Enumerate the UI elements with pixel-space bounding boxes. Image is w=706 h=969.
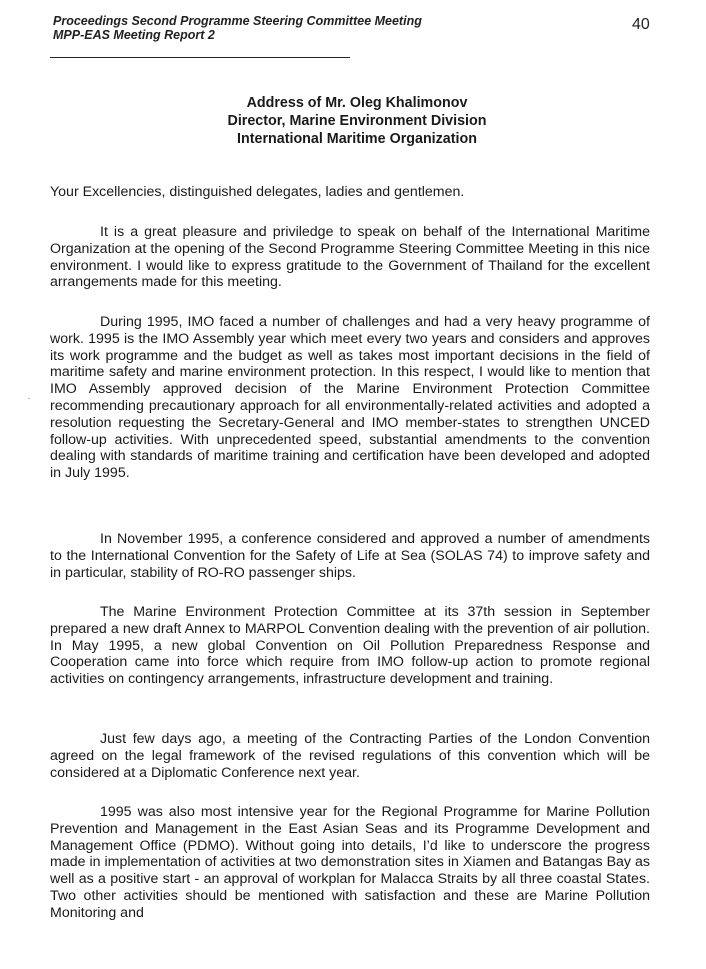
page-number: 40 — [632, 16, 650, 33]
title-organization: International Maritime Organization — [237, 131, 477, 147]
running-header-title: Proceedings Second Programme Steering Committee Meeting — [53, 14, 422, 28]
title-speaker: Address of Mr. Oleg Khalimonov — [246, 95, 468, 111]
paragraph-solas-conference: In November 1995, a conference considered and approved a number of amendments to the International Convention for the Safety of Life at Sea (SOLAS 74) to improve safety and in particular, stability of RO-RO passenger ships. — [50, 531, 650, 581]
address-title — [0, 94, 706, 148]
title-position: Director, Marine Environment Division — [227, 113, 487, 129]
paragraph-1995-challenges: During 1995, IMO faced a number of challenges and had a very heavy programme of work. 1995 is the IMO Assembly year which meet every two years and considers and approves its work programme and the budget as well as takes most important decisions in the field of maritime safety and marine environment protection. In this respect, I would like to mention that IMO Assembly approved decision of the Marine Environment Protection Committee recommending precautionary approach for all environmentally-related activities and adopted a resolution requesting the Secretary-General and IMO member-states to strengthen UNCED follow-up activities. With unprecedented speed, substantial amendments to the convention dealing with standards of maritime training and certification have been developed and adopted in July 1995. — [50, 314, 650, 482]
running-header-report: MPP-EAS Meeting Report 2 — [53, 28, 215, 42]
header-divider — [50, 57, 350, 58]
running-header — [53, 14, 422, 42]
paragraph-opening: It is a great pleasure and priviledge to speak on behalf of the International Maritime Organization at the opening of the Second Programme Steering Committee Meeting in this nice environment. I would like to express gratitude to the Government of Thailand for the excellent arrangements made for this meeting. — [50, 224, 650, 291]
scan-artifact — [28, 398, 30, 399]
paragraph-london-convention: Just few days ago, a meeting of the Contracting Parties of the London Convention agreed on the legal framework of the revised regulations of this convention which will be considered at a Diplomatic Conference next year. — [50, 731, 650, 781]
paragraph-regional-programme: 1995 was also most intensive year for the Regional Programme for Marine Pollution Prevention and Management in the East Asian Seas and its Programme Development and Management Office (PDMO). Without going into details, I’d like to underscore the progress made in implementation of activities at two demonstration sites in Xiamen and Batangas Bay as well as a positive start - an approval of workplan for Malacca Straits by all three coastal States. Two other activities should be mentioned with satisfaction and these are Marine Pollution Monitoring and — [50, 804, 650, 921]
paragraph-mepc-marpol: The Marine Environment Protection Committee at its 37th session in September prepared a new draft Annex to MARPOL Convention dealing with the prevention of air pollution. In May 1995, a new global Convention on Oil Pollution Preparedness Response and Cooperation came into force which require from IMO follow-up action to promote regional activities on contingency arrangements, infrastructure development and training. — [50, 604, 650, 688]
salutation: Your Excellencies, distinguished delegates, ladies and gentlemen. — [50, 184, 465, 200]
